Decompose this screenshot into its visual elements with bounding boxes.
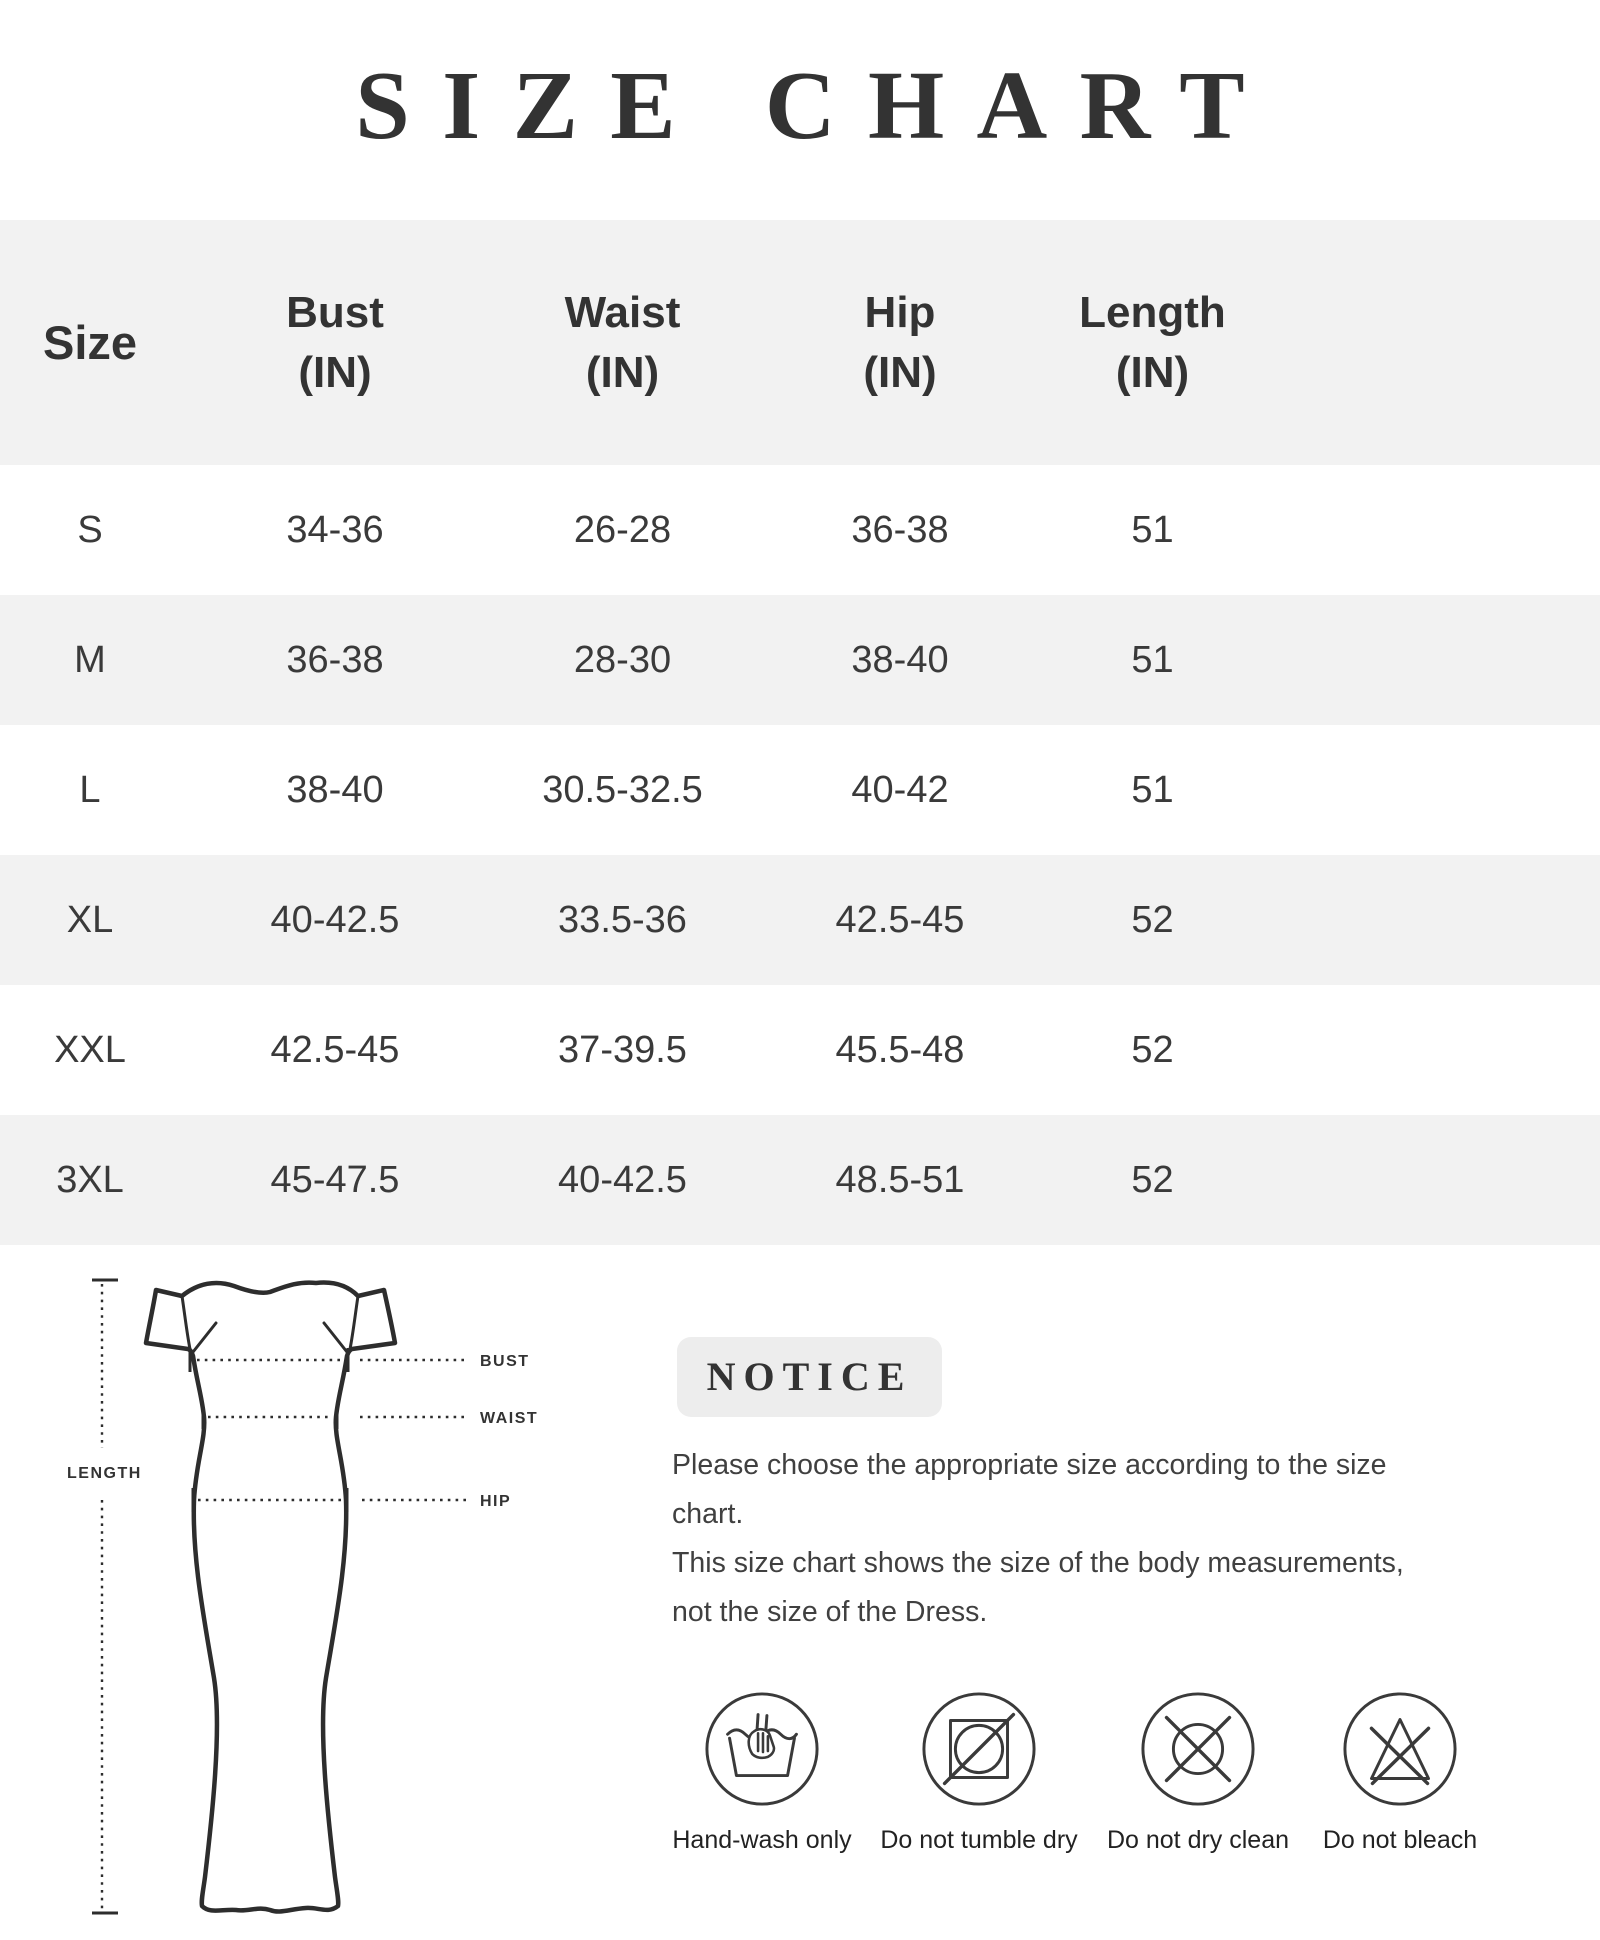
- cell-size: S: [77, 508, 103, 551]
- cell-length: 51: [1131, 638, 1174, 681]
- cell-waist: 37-39.5: [558, 1028, 687, 1071]
- do-not-bleach-icon: [1341, 1690, 1459, 1808]
- dress-diagram-svg: [40, 1256, 600, 1940]
- cell-bust: 36-38: [286, 638, 384, 681]
- header-bust-unit: (IN): [298, 347, 372, 397]
- cell-bust: 40-42.5: [270, 898, 400, 941]
- cell-length: 51: [1131, 768, 1174, 811]
- notice-text: [672, 1441, 1512, 1637]
- notice-line: chart.: [672, 1498, 744, 1530]
- cell-hip: 48.5-51: [835, 1158, 965, 1201]
- care-item-hand-wash: [647, 1690, 877, 1855]
- table-header-row: [0, 220, 1600, 465]
- header-length-title: Length: [1079, 287, 1226, 337]
- cell-length: 52: [1131, 1028, 1174, 1071]
- cell-hip: 36-38: [851, 508, 949, 551]
- page-title: SIZE CHART: [355, 52, 1278, 160]
- cell-bust: 42.5-45: [270, 1028, 400, 1071]
- cell-length: 52: [1131, 1158, 1174, 1201]
- header-bust-title: Bust: [286, 287, 384, 337]
- header-length: [1045, 283, 1260, 403]
- cell-bust: 34-36: [286, 508, 384, 551]
- cell-bust: 38-40: [286, 768, 384, 811]
- bust-label: BUST: [480, 1353, 530, 1370]
- cell-waist: 30.5-32.5: [542, 768, 703, 811]
- table-row: [0, 985, 1600, 1115]
- cell-hip: 42.5-45: [835, 898, 965, 941]
- cell-waist: 26-28: [573, 508, 672, 551]
- header-waist-unit: (IN): [585, 347, 660, 397]
- cell-bust: 45-47.5: [270, 1158, 400, 1201]
- cell-size: M: [74, 638, 106, 681]
- table-row: [0, 595, 1600, 725]
- care-label: Do not tumble dry: [880, 1826, 1078, 1854]
- cell-length: 51: [1131, 508, 1174, 551]
- cell-hip: 40-42: [851, 768, 949, 811]
- header-waist-title: Waist: [564, 287, 681, 337]
- care-label: Do not bleach: [1322, 1826, 1478, 1854]
- hip-label: HIP: [480, 1493, 512, 1510]
- header-waist: [490, 283, 755, 403]
- cell-length: 52: [1131, 898, 1174, 941]
- table-row: [0, 725, 1600, 855]
- header-length-unit: (IN): [1115, 347, 1190, 397]
- cell-waist: 40-42.5: [558, 1158, 687, 1201]
- notice-line: not the size of the Dress.: [672, 1596, 988, 1628]
- dress-outline: [146, 1283, 395, 1912]
- header-bust: [180, 283, 490, 403]
- header-hip: [755, 283, 1045, 403]
- waist-label: WAIST: [480, 1410, 539, 1427]
- do-not-dry-clean-icon: [1139, 1690, 1257, 1808]
- header-hip-title: Hip: [864, 287, 936, 337]
- care-label: Hand-wash only: [672, 1826, 852, 1854]
- cell-size: XL: [66, 898, 114, 941]
- notice-line: Please choose the appropriate size according to the size: [672, 1449, 1387, 1481]
- length-label: LENGTH: [67, 1465, 142, 1482]
- hand-wash-icon: [703, 1690, 821, 1808]
- dress-measurement-diagram: [40, 1256, 600, 1940]
- cell-hip: 45.5-48: [835, 1028, 965, 1071]
- notice-heading: NOTICE: [677, 1337, 942, 1417]
- cell-hip: 38-40: [851, 638, 949, 681]
- table-row: [0, 465, 1600, 595]
- size-table: [0, 220, 1600, 1245]
- cell-size: 3XL: [56, 1158, 124, 1201]
- care-item-do-not-bleach: [1285, 1690, 1515, 1855]
- cell-waist: 28-30: [573, 638, 672, 681]
- care-item-do-not-tumble-dry: [864, 1690, 1094, 1855]
- do-not-tumble-dry-icon: [920, 1690, 1038, 1808]
- length-line: [67, 1280, 142, 1913]
- care-item-do-not-dry-clean: [1083, 1690, 1313, 1855]
- table-row: [0, 855, 1600, 985]
- care-label: Do not dry clean: [1106, 1826, 1290, 1854]
- cell-waist: 33.5-36: [558, 898, 687, 941]
- notice-line: This size chart shows the size of the body measurements,: [672, 1547, 1404, 1579]
- header-size: Size: [42, 315, 138, 369]
- cell-size: L: [79, 768, 101, 811]
- table-row: [0, 1115, 1600, 1245]
- header-hip-unit: (IN): [863, 347, 937, 397]
- cell-size: XXL: [54, 1028, 126, 1071]
